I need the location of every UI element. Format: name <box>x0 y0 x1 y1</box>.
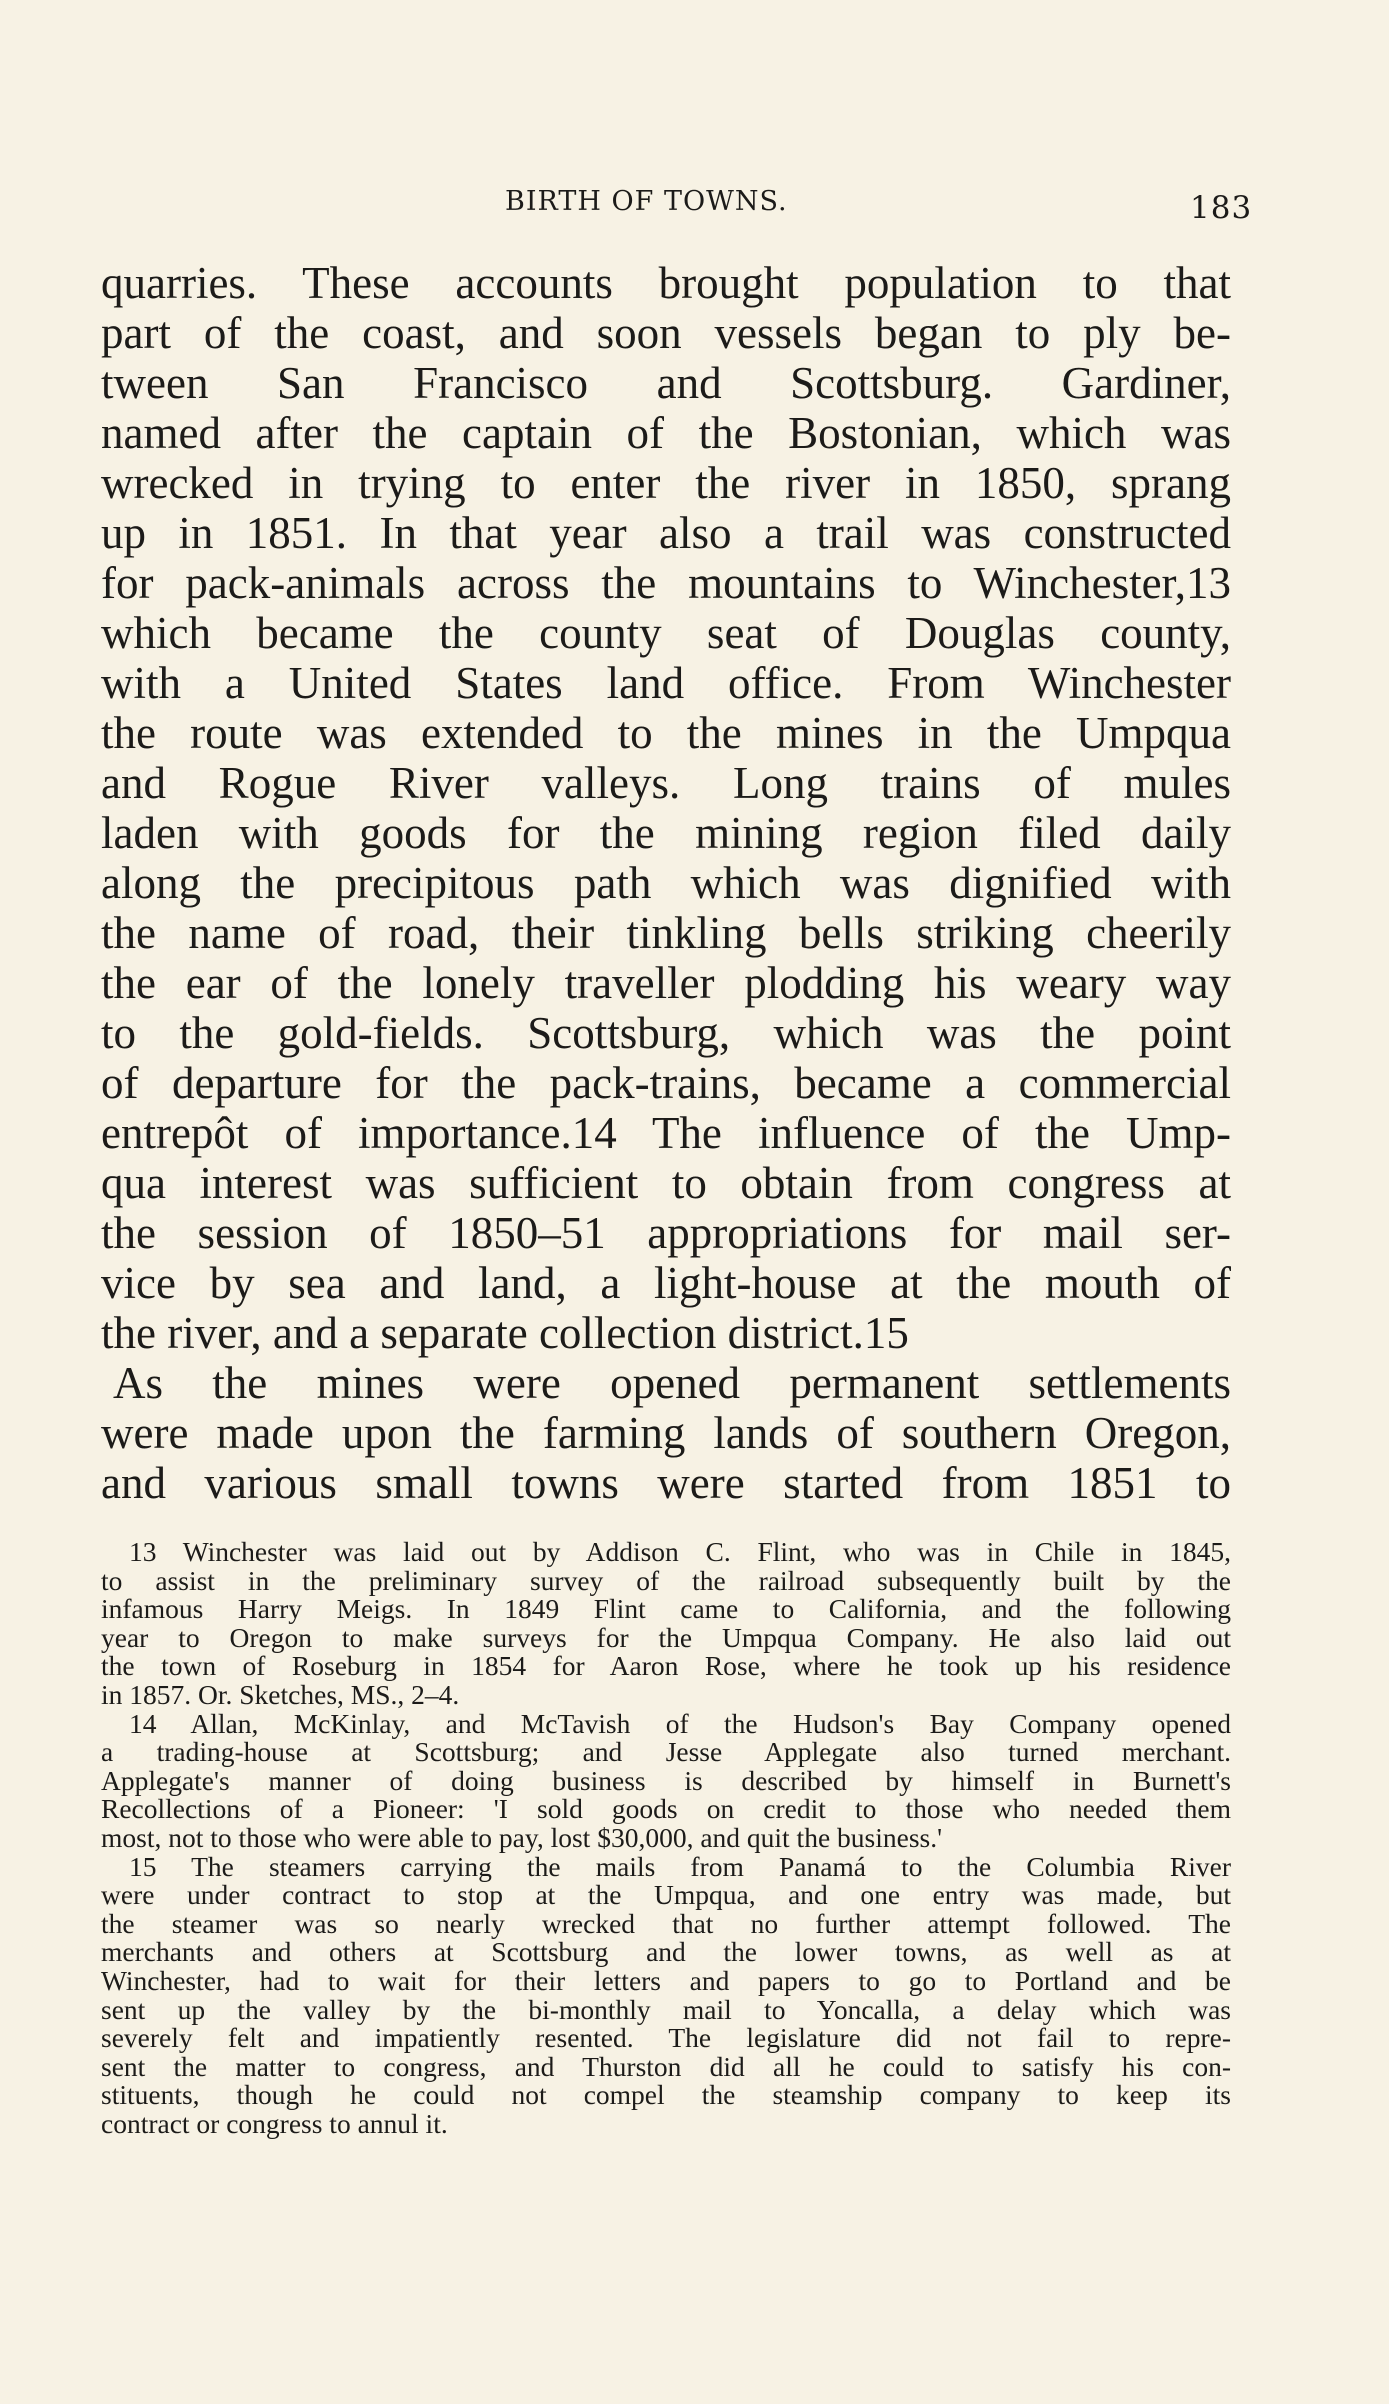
text-line: quarries. These accounts brought population to that <box>101 258 1231 308</box>
text-line: to the gold-fields. Scottsburg, which was the point <box>101 1008 1231 1058</box>
footnote-line: infamous Harry Meigs. In 1849 Flint came to California, and the following <box>101 1593 1231 1625</box>
text-line: As the mines were opened permanent settlements <box>113 1358 1231 1408</box>
text-line: part of the coast, and soon vessels began to ply be- <box>101 308 1231 358</box>
running-title: BIRTH OF TOWNS. <box>505 186 788 217</box>
text-line: were made upon the farming lands of southern Oregon, <box>101 1408 1231 1458</box>
text-line: the route was extended to the mines in the Umpqua <box>101 708 1231 758</box>
text-line: of departure for the pack-trains, became a commercial <box>101 1058 1231 1108</box>
footnote-line: 15 The steamers carrying the mails from Panamá to the Columbia River <box>129 1850 1231 1882</box>
footnote-line: Recollections of a Pioneer: 'I sold goods on credit to those who needed them <box>101 1793 1231 1825</box>
text-line: qua interest was sufficient to obtain from congress at <box>101 1158 1231 1208</box>
text-line: along the precipitous path which was dignified with <box>101 858 1231 908</box>
text-line: and various small towns were started from 1851 to <box>101 1458 1231 1508</box>
footnote-line: the town of Roseburg in 1854 for Aaron Rose, where he took up his residence <box>101 1650 1231 1682</box>
footnote-line: most, not to those who were able to pay, lost $30,000, and quit the business.' <box>101 1821 943 1853</box>
footnote-line: Winchester, had to wait for their letters and papers to go to Portland and be <box>101 1964 1231 1996</box>
footnote-line: merchants and others at Scottsburg and the lower towns, as well as at <box>101 1936 1231 1968</box>
text-line: the river, and a separate collection district.15 <box>101 1308 909 1358</box>
text-line: up in 1851. In that year also a trail was constructed <box>101 508 1231 558</box>
footnotes <box>101 1538 1231 2138</box>
main-text <box>101 258 1231 1508</box>
footnote-line: a trading-house at Scottsburg; and Jesse Applegate also turned merchant. <box>101 1736 1231 1768</box>
running-head <box>0 186 1389 226</box>
footnote-line: were under contract to stop at the Umpqua, and one entry was made, but <box>101 1879 1231 1911</box>
page-number: 183 <box>1190 190 1253 226</box>
footnote-line: sent up the valley by the bi-monthly mail to Yoncalla, a delay which was <box>101 1993 1231 2025</box>
footnote-line: sent the matter to congress, and Thurston did all he could to satisfy his con- <box>101 2050 1231 2082</box>
text-line: the ear of the lonely traveller plodding his weary way <box>101 958 1231 1008</box>
footnote-line: contract or congress to annul it. <box>101 2107 448 2139</box>
text-line: with a United States land office. From Winchester <box>101 658 1231 708</box>
text-line: for pack-animals across the mountains to Winchester,13 <box>101 558 1231 608</box>
text-line: and Rogue River valleys. Long trains of mules <box>101 758 1231 808</box>
footnote-line: 13 Winchester was laid out by Addison C. Flint, who was in Chile in 1845, <box>129 1536 1231 1567</box>
text-line: wrecked in trying to enter the river in 1850, sprang <box>101 458 1231 508</box>
text-line: the session of 1850–51 appropriations for mail ser- <box>101 1208 1231 1258</box>
footnote-line: year to Oregon to make surveys for the Umpqua Company. He also laid out <box>101 1621 1231 1653</box>
footnote-line: to assist in the preliminary survey of the railroad subsequently built by the <box>101 1564 1231 1596</box>
text-line: entrepôt of importance.14 The influence of the Ump- <box>101 1108 1231 1158</box>
text-line: vice by sea and land, a light-house at the mouth of <box>101 1258 1231 1308</box>
text-line: named after the captain of the Bostonian, which was <box>101 408 1231 458</box>
footnote-line: stituents, though he could not compel the steamship company to keep its <box>101 2079 1231 2111</box>
text-line: the name of road, their tinkling bells striking cheerily <box>101 908 1231 958</box>
footnote-line: in 1857. Or. Sketches, MS., 2–4. <box>101 1678 460 1710</box>
footnote-line: the steamer was so nearly wrecked that no further attempt followed. The <box>101 1907 1231 1939</box>
footnote-line: Applegate's manner of doing business is described by himself in Burnett's <box>101 1764 1231 1796</box>
footnote-line: 14 Allan, McKinlay, and McTavish of the Hudson's Bay Company opened <box>129 1707 1231 1739</box>
text-line: which became the county seat of Douglas county, <box>101 608 1231 658</box>
text-line: laden with goods for the mining region filed daily <box>101 808 1231 858</box>
footnote-line: severely felt and impatiently resented. The legislature did not fail to repre- <box>101 2022 1231 2054</box>
text-line: tween San Francisco and Scottsburg. Gardiner, <box>101 358 1231 408</box>
